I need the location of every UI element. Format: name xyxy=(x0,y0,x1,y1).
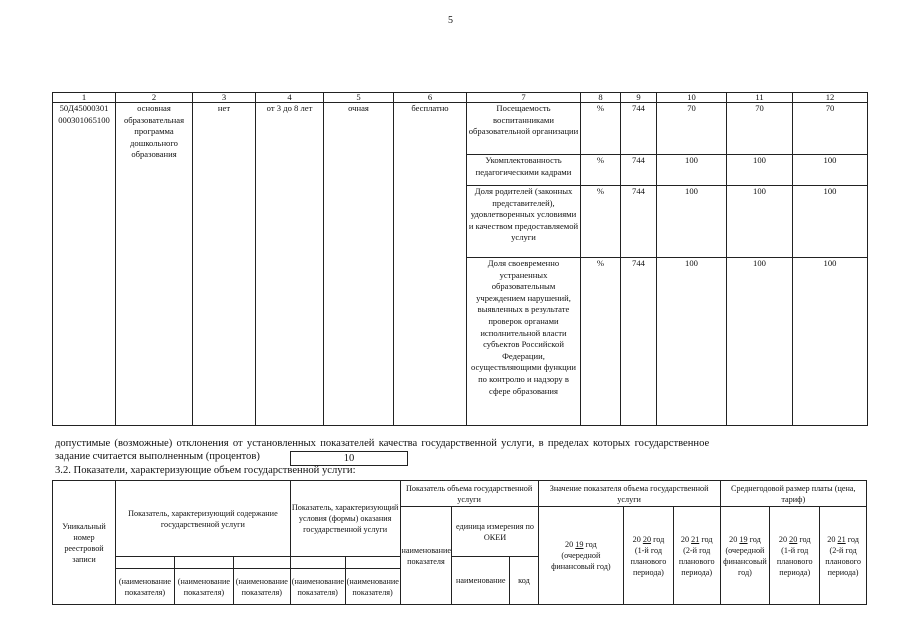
indicator-name: Доля родителей (законных представителей), удовлетворенных условиями и качеством предоставляемой услуги xyxy=(467,186,581,258)
volume-indicator-header: Показатель объема государственной услуги xyxy=(400,481,538,507)
indicator-okei: 744 xyxy=(621,258,657,426)
indicator-name-header: наименование показателя xyxy=(400,507,452,605)
indicator-name-cell: (наименование показателя) xyxy=(233,569,290,605)
indicator-name-cell: (наименование показателя) xyxy=(345,569,400,605)
volume-value-header: Значение показателя объема государственной услуги xyxy=(538,481,720,507)
registry-code xyxy=(53,103,116,426)
deviation-value: 10 xyxy=(290,451,408,466)
col-num: 4 xyxy=(256,93,324,103)
indicator-value: 100 xyxy=(657,186,727,258)
table-row xyxy=(53,103,868,155)
volume-indicators-table xyxy=(52,480,867,605)
col3-value: нет xyxy=(193,103,256,426)
column-number-row xyxy=(53,93,868,103)
fee-year-header-2: 20 20 год (1-й год планового периода) xyxy=(770,507,820,605)
year-header-2: 20 20 год (1-й год планового периода) xyxy=(624,507,674,605)
indicator-value: 100 xyxy=(657,155,727,186)
indicator-value: 70 xyxy=(727,103,793,155)
col-num: 9 xyxy=(621,93,657,103)
indicator-value: 100 xyxy=(727,186,793,258)
registry-code-line: 000301065100 xyxy=(58,114,110,125)
indicator-name-cell: (наименование показателя) xyxy=(290,569,345,605)
indicator-value: 100 xyxy=(793,155,868,186)
indicator-name-cell: (наименование показателя) xyxy=(174,569,233,605)
indicator-name: Укомплектованность педагогическими кадрами xyxy=(467,155,581,186)
conditions-indicator-header: Показатель, характеризующий условия (формы) оказания государственной услуги xyxy=(290,481,400,557)
deviation-text-line1: допустимые (возможные) отклонения от установленных показателей качества государственной услуги, в пределах которых государственное xyxy=(55,438,710,449)
unique-number-header: Уникальный номер реестровой записи xyxy=(53,481,116,605)
col-num: 12 xyxy=(793,93,868,103)
col-num: 8 xyxy=(581,93,621,103)
indicator-okei: 744 xyxy=(621,186,657,258)
col-num: 3 xyxy=(193,93,256,103)
fee-header: Среднегодовой размер платы (цена, тариф) xyxy=(720,481,866,507)
unit-okei-header: единица измерения по ОКЕИ xyxy=(452,507,538,557)
indicator-value: 100 xyxy=(727,258,793,426)
quality-indicators-table xyxy=(52,92,868,426)
col-num: 1 xyxy=(53,93,116,103)
education-form: очная xyxy=(324,103,394,426)
indicator-value: 70 xyxy=(793,103,868,155)
fee-year-header-3: 20 21 год (2-й год планового периода) xyxy=(820,507,867,605)
content-indicator-header: Показатель, характеризующий содержание государственной услуги xyxy=(116,481,291,557)
indicator-value: 100 xyxy=(793,258,868,426)
col-num: 2 xyxy=(116,93,193,103)
fee-year-header-1: 20 19 год (очередной финансовый год) xyxy=(720,507,770,605)
program-name: основная образовательная программа дошкольного образования xyxy=(116,103,193,426)
indicator-unit: % xyxy=(581,155,621,186)
indicator-name-cell: (наименование показателя) xyxy=(116,569,175,605)
deviation-text-line2: задание считается выполненным (процентов) xyxy=(55,451,260,462)
section-title: 3.2. Показатели, характеризующие объем государственной услуги: xyxy=(55,465,356,476)
indicator-value: 100 xyxy=(657,258,727,426)
indicator-okei: 744 xyxy=(621,103,657,155)
age-range: от 3 до 8 лет xyxy=(256,103,324,426)
indicator-unit: % xyxy=(581,186,621,258)
indicator-value: 70 xyxy=(657,103,727,155)
col-num: 5 xyxy=(324,93,394,103)
page-number: 5 xyxy=(448,15,453,26)
okei-name-header: наименование xyxy=(452,557,510,605)
indicator-name: Посещаемость воспитанниками образовательной организации xyxy=(467,103,581,155)
year-header-3: 20 21 год (2-й год планового периода) xyxy=(673,507,720,605)
indicator-name: Доля своевременно устраненных образовательным учреждением нарушений, выявленных в результате проверок органами исполнительной власти субъектов Российской Федерации, осуществляющими функции по контролю и надзору в сфере образования xyxy=(467,258,581,426)
col-num: 7 xyxy=(467,93,581,103)
registry-code-line: 50Д45000301 xyxy=(59,103,109,113)
col-num: 10 xyxy=(657,93,727,103)
col-num: 6 xyxy=(394,93,467,103)
indicator-okei: 744 xyxy=(621,155,657,186)
payment-basis: бесплатно xyxy=(394,103,467,426)
indicator-value: 100 xyxy=(793,186,868,258)
header-row xyxy=(53,481,867,507)
indicator-unit: % xyxy=(581,103,621,155)
indicator-unit: % xyxy=(581,258,621,426)
year-header-1: 20 19 год (очередной финансовый год) xyxy=(538,507,623,605)
col-num: 11 xyxy=(727,93,793,103)
indicator-value: 100 xyxy=(727,155,793,186)
okei-code-header: код xyxy=(510,557,538,605)
